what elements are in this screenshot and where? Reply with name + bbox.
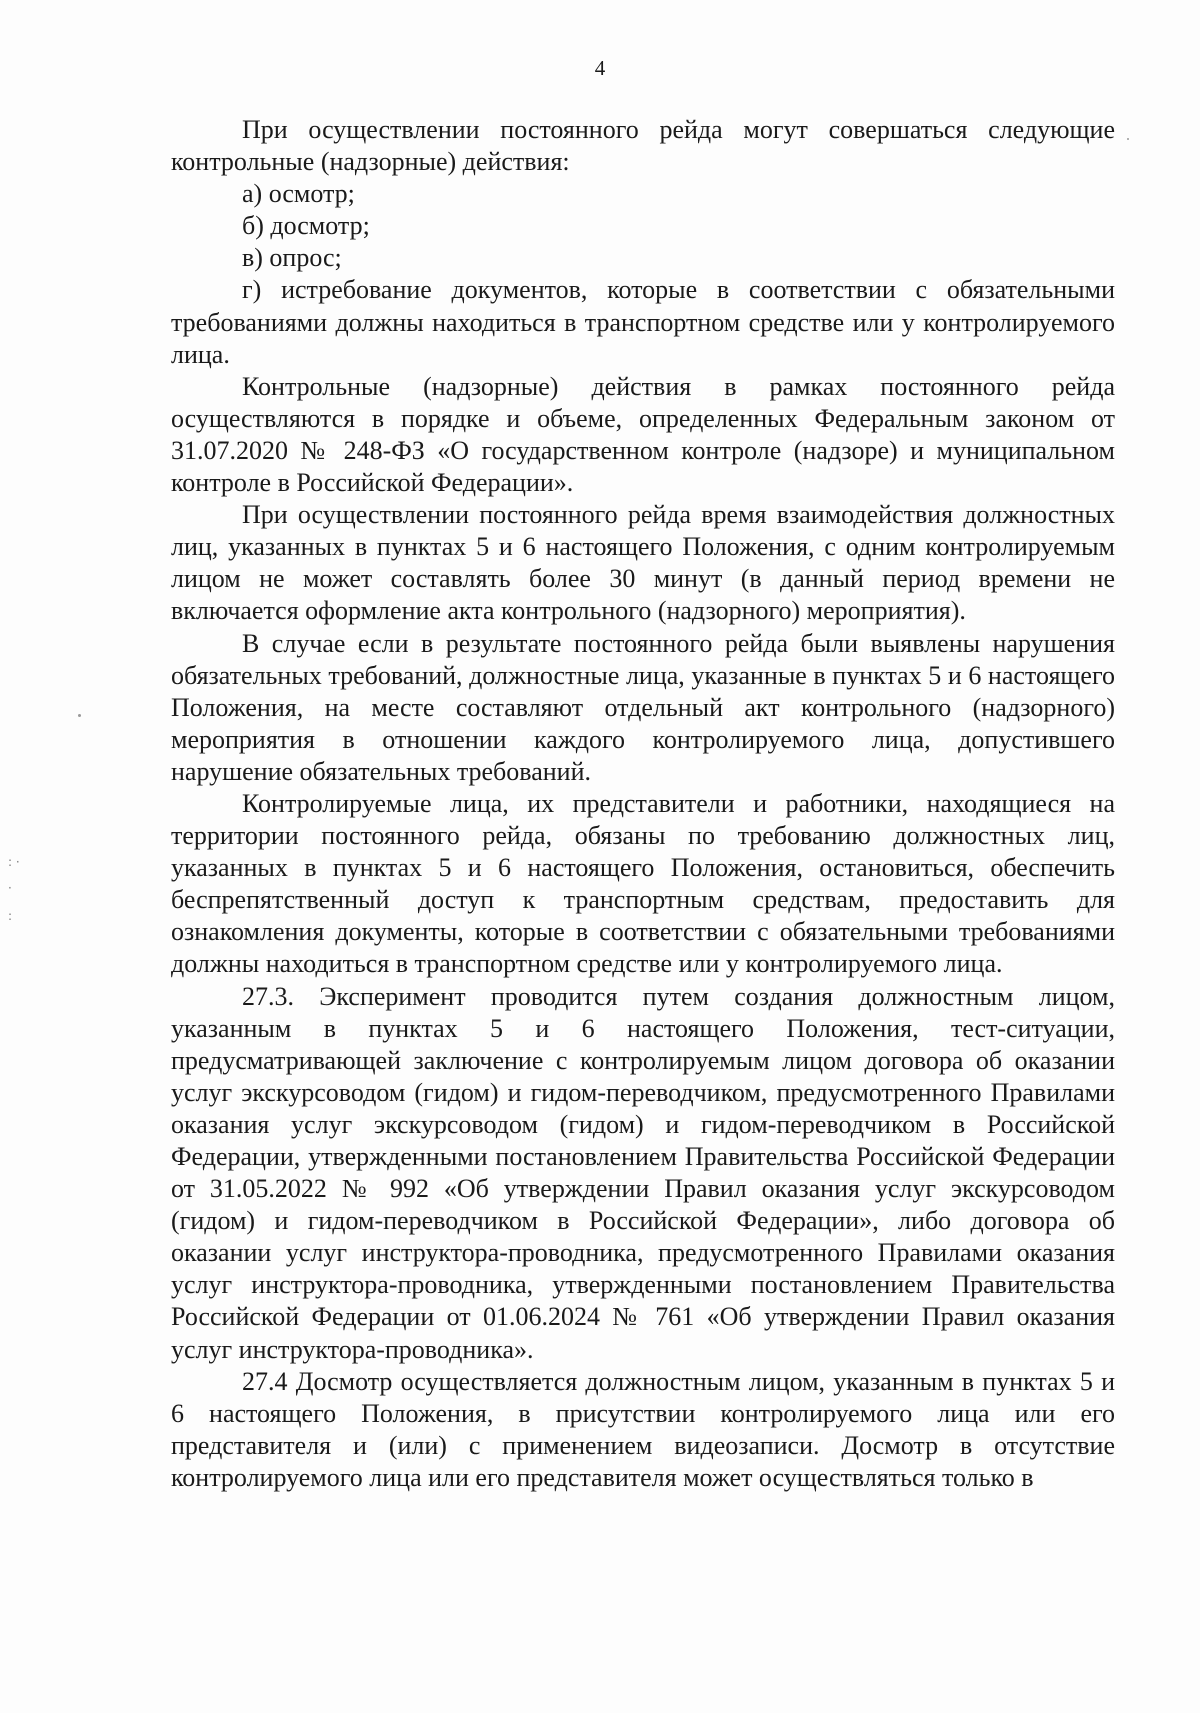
paragraph-procedure-scope: Контрольные (надзорные) действия в рамках постоянного рейда осуществляются в порядке и объеме, определенных Федеральным законом от 31.07.2020 № 248-ФЗ «О государственном контроле (надзоре) и муниципальном контроле в Российской Федерации». xyxy=(171,371,1115,498)
list-item-inspection: а) осмотр; xyxy=(242,179,355,209)
paragraph-raid-actions-intro: При осуществлении постоянного рейда могут совершаться следующие контрольные (надзорные) действия: xyxy=(171,115,1115,177)
scan-speck xyxy=(1127,138,1129,140)
list-item-search: б) досмотр; xyxy=(242,211,370,241)
paragraph-experiment: 27.3. Эксперимент проводится путем создания должностным лицом, указанным в пунктах 5 и 6 настоящего Положения, тест-ситуации, предусматривающей заключение с контролируемым лицом договора об оказании услуг экскурсоводом (гидом) и гидом-переводчиком, предусмотренного Правилами оказания услуг экскурсоводом (гидом) и гидом-переводчиком в Российской Федерации, утвержденными постановлением Правительства Российской Федерации от 31.05.2022 № 992 «Об утверждении Правил оказания услуг экскурсоводом (гидом) и гидом-переводчиком в Российской Федерации», либо договора об оказании услуг инструктора-проводника, предусмотренного Правилами оказания услуг инструктора-проводника, утвержденными постановлением Правительства Российской Федерации от 01.06.2024 № 761 «Об утверждении Правил оказания услуг инструктора-проводника». xyxy=(171,981,1115,1364)
paragraph-controlled-persons-duties: Контролируемые лица, их представители и работники, находящиеся на территории постоянного рейда, обязаны по требованию должностных лиц, указанных в пунктах 5 и 6 настоящего Положения, остановиться, обеспечить беспрепятственный доступ к транспортным средствам, предоставить для ознакомления документы, которые в соответствии с обязательными требованиями должны находиться в транспортном средстве или у контролируемого лица. xyxy=(171,788,1115,979)
document-body xyxy=(171,114,1115,1494)
scan-margin-marks: : · · : xyxy=(8,855,20,923)
paragraph-search-procedure: 27.4 Досмотр осуществляется должностным лицом, указанным в пунктах 5 и 6 настоящего Положения, в присутствии контролируемого лица или его представителя и (или) с применением видеозаписи. Досмотр в отсутствие контролируемого лица или его представителя может осуществляться только в xyxy=(171,1366,1115,1492)
page-number: 4 xyxy=(594,56,606,80)
paragraph-violations-act: В случае если в результате постоянного рейда были выявлены нарушения обязательных требований, должностные лица, указанные в пунктах 5 и 6 настоящего Положения, на месте составляют отдельный акт контрольного (надзорного) мероприятия в отношении каждого контролируемого лица, допустившего нарушение обязательных требований. xyxy=(171,628,1115,786)
scan-speck xyxy=(78,714,81,717)
paragraph-interaction-time: При осуществлении постоянного рейда время взаимодействия должностных лиц, указанных в пунктах 5 и 6 настоящего Положения, с одним контролируемым лицом не может составлять более 30 минут (в данный период времени не включается оформление акта контрольного (надзорного) мероприятия). xyxy=(171,500,1115,626)
list-item-interview: в) опрос; xyxy=(242,243,342,273)
list-item-document-request: г) истребование документов, которые в соответствии с обязательными требованиями должны находиться в транспортном средстве или у контролируемого лица. xyxy=(171,275,1115,369)
